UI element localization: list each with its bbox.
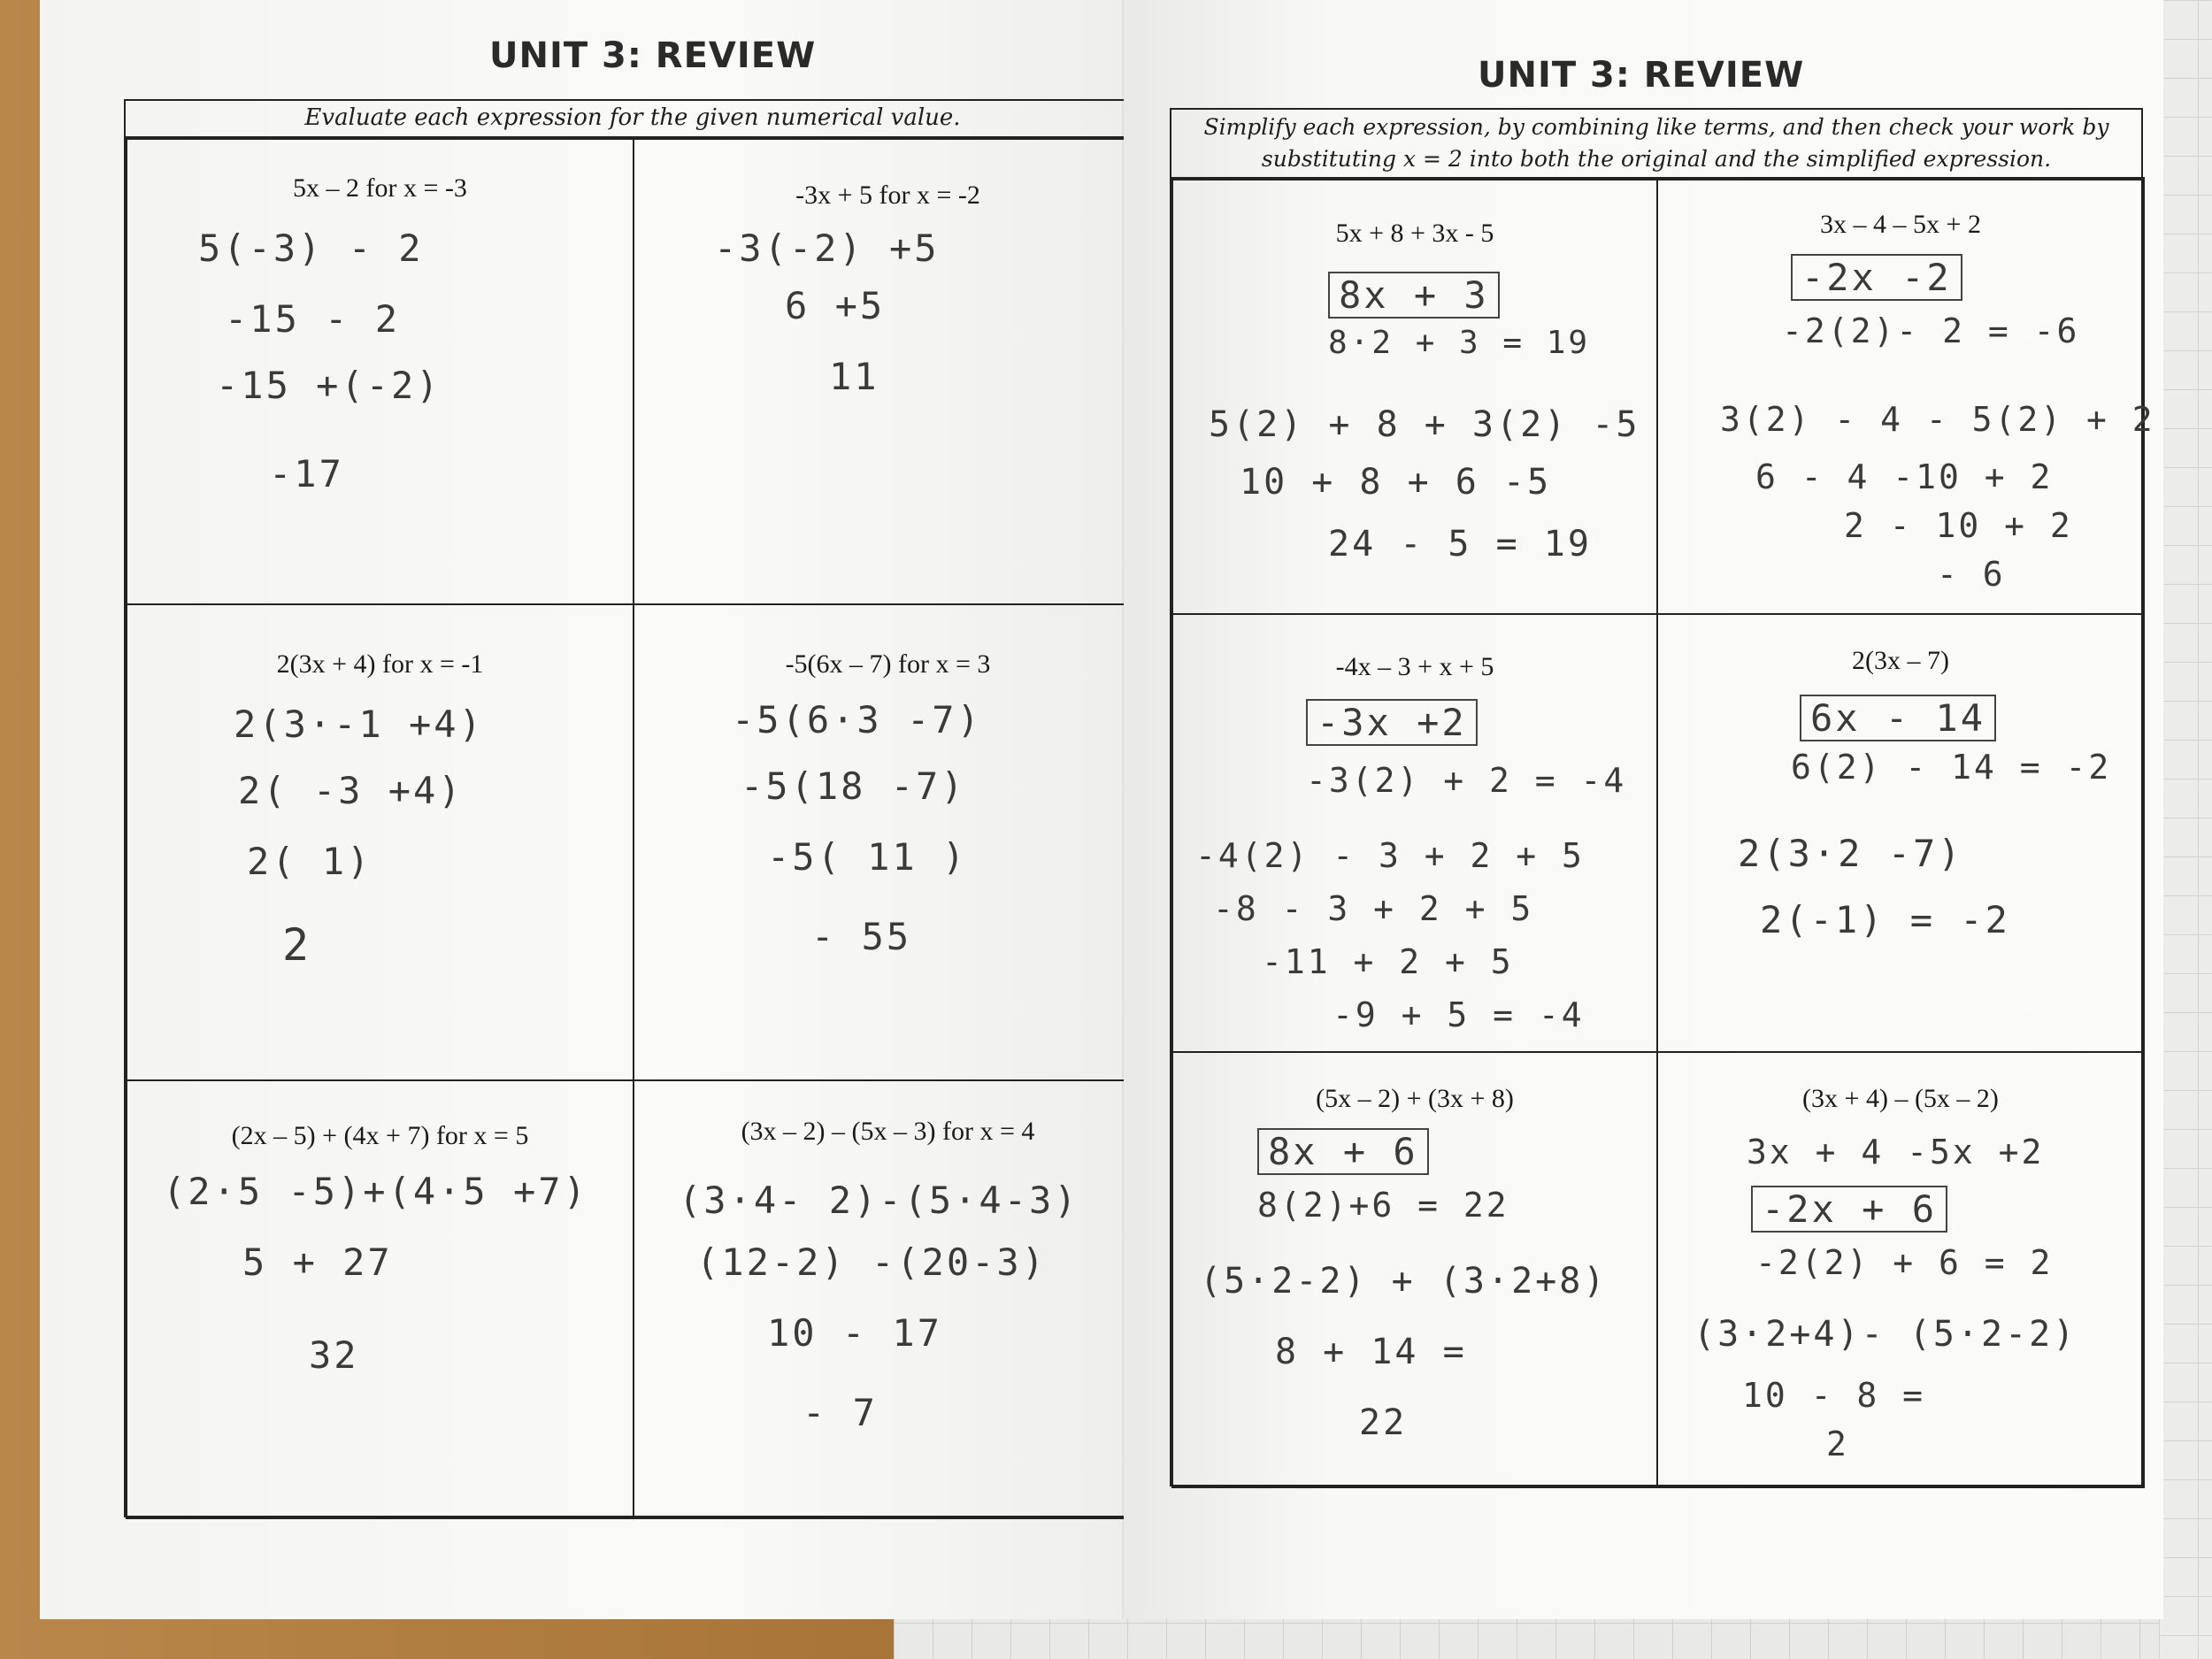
- check-line: -2(2) + 6 = 2: [1755, 1243, 2054, 1282]
- expanded-line: 3x + 4 -5x +2: [1747, 1133, 2045, 1171]
- problem-prompt: (2x – 5) + (4x + 7) for x = 5: [231, 1121, 529, 1150]
- instructions-line-1: Simplify each expression, by combining like terms, and then check your work by: [1203, 114, 2109, 140]
- problem-prompt: 5x + 8 + 3x - 5: [1335, 219, 1494, 248]
- boxed-answer: 8x + 3: [1328, 272, 1500, 319]
- simplify-cell-3: [1171, 613, 1658, 1053]
- problem-cell-4: [633, 603, 1143, 1081]
- work-line: -5( 11 ): [767, 835, 968, 879]
- problem-prompt: -3x + 5 for x = -2: [795, 180, 980, 210]
- problem-prompt: -5(6x – 7) for x = 3: [785, 649, 991, 679]
- work-line: (3·4- 2)-(5·4-3): [679, 1179, 1079, 1222]
- simplify-cell-6: [1656, 1051, 2145, 1488]
- work-line: 5(-3) - 2: [198, 227, 424, 270]
- work-line: (12-2) -(20-3): [696, 1240, 1048, 1284]
- work-line: (2·5 -5)+(4·5 +7): [163, 1170, 588, 1213]
- work-line: -5(6·3 -7): [732, 698, 982, 741]
- boxed-answer: -2x + 6: [1751, 1186, 1947, 1233]
- instructions-line-2: substituting x = 2 into both the original and the simplified expression.: [1261, 146, 2052, 172]
- problem-cell-5: [126, 1079, 634, 1519]
- work-line: -15 - 2: [225, 297, 401, 341]
- work-line: 2(-1) = -2: [1760, 898, 2010, 941]
- work-line: 24 - 5 = 19: [1328, 524, 1592, 565]
- work-line: -3(-2) +5: [714, 227, 940, 270]
- work-line: (5·2-2) + (3·2+8): [1200, 1261, 1608, 1302]
- work-line: 8 + 14 =: [1275, 1332, 1467, 1372]
- work-line: -8 - 3 + 2 + 5: [1213, 889, 1534, 928]
- work-line: -5(18 -7): [741, 764, 966, 808]
- problem-cell-2: [633, 136, 1143, 605]
- work-line: 6 +5: [785, 284, 886, 327]
- right-instructions: [1171, 110, 2141, 180]
- problem-cell-6: [633, 1079, 1143, 1519]
- work-line: 2 - 10 + 2: [1844, 506, 2073, 545]
- work-line: 10 - 17: [767, 1311, 943, 1355]
- check-line: 6(2) - 14 = -2: [1791, 748, 2112, 787]
- left-worksheet: [124, 99, 1141, 1517]
- problem-prompt: 3x – 4 – 5x + 2: [1820, 210, 1981, 239]
- boxed-answer: -2x -2: [1791, 254, 1962, 301]
- boxed-answer: 6x - 14: [1800, 695, 1996, 741]
- problem-prompt: -4x – 3 + x + 5: [1335, 652, 1494, 681]
- work-line: 11: [829, 355, 879, 398]
- work-line: - 6: [1937, 555, 2006, 594]
- work-line: 2(3·-1 +4): [234, 703, 484, 746]
- right-page-title: UNIT 3: REVIEW: [1478, 55, 1805, 96]
- work-line: (3·2+4)- (5·2-2): [1694, 1314, 2078, 1355]
- check-line: 8·2 + 3 = 19: [1328, 325, 1591, 361]
- work-line: 2( 1): [247, 840, 373, 883]
- work-line: - 55: [811, 915, 912, 958]
- problem-prompt: (3x + 4) – (5x – 2): [1802, 1084, 1999, 1113]
- work-line: -15 +(-2): [216, 364, 442, 407]
- right-worksheet: [1170, 108, 2155, 1486]
- work-line: 32: [309, 1333, 359, 1377]
- boxed-answer: 8x + 6: [1257, 1128, 1429, 1175]
- work-line: -9 + 5 = -4: [1333, 995, 1585, 1034]
- left-page-title: UNIT 3: REVIEW: [489, 35, 817, 76]
- check-line: -2(2)- 2 = -6: [1782, 311, 2080, 350]
- boxed-answer: -3x +2: [1306, 699, 1478, 746]
- problem-prompt: 5x – 2 for x = -3: [293, 173, 467, 203]
- work-line: - 7: [803, 1391, 878, 1434]
- work-line: -4(2) - 3 + 2 + 5: [1195, 836, 1585, 875]
- work-line: 10 + 8 + 6 -5: [1240, 462, 1552, 503]
- work-line: 10 - 8 =: [1742, 1376, 1926, 1415]
- simplify-cell-5: [1171, 1051, 1658, 1488]
- simplify-cell-4: [1656, 613, 2145, 1053]
- problem-cell-3: [126, 603, 634, 1081]
- problem-prompt: (5x – 2) + (3x + 8): [1316, 1084, 1514, 1113]
- work-line: -11 + 2 + 5: [1262, 942, 1514, 981]
- work-line: 5(2) + 8 + 3(2) -5: [1209, 404, 1640, 445]
- left-page: [40, 0, 1137, 1619]
- left-instructions: Evaluate each expression for the given numerical value.: [126, 101, 1140, 140]
- simplify-cell-2: [1656, 177, 2155, 615]
- work-line: 3(2) - 4 - 5(2) + 2: [1720, 400, 2155, 439]
- problem-prompt: (3x – 2) – (5x – 3) for x = 4: [741, 1117, 1035, 1146]
- work-line: 6 - 4 -10 + 2: [1755, 457, 2054, 496]
- work-line: 2: [282, 919, 312, 971]
- problem-prompt: 2(3x + 4) for x = -1: [276, 649, 484, 679]
- work-line: 2(3·2 -7): [1738, 832, 1963, 875]
- work-line: 2( -3 +4): [238, 769, 464, 812]
- check-line: 8(2)+6 = 22: [1257, 1186, 1509, 1225]
- problem-prompt: 2(3x – 7): [1852, 646, 1949, 675]
- graph-paper-right: [2159, 0, 2212, 1659]
- work-line: 2: [1826, 1425, 1849, 1463]
- problem-cell-1: [126, 136, 634, 605]
- work-line: -17: [269, 452, 344, 495]
- right-page: [1124, 0, 2163, 1619]
- work-line: 22: [1359, 1402, 1408, 1443]
- check-line: -3(2) + 2 = -4: [1306, 761, 1627, 800]
- work-line: 5 + 27: [242, 1240, 393, 1284]
- simplify-cell-1: [1171, 177, 1658, 615]
